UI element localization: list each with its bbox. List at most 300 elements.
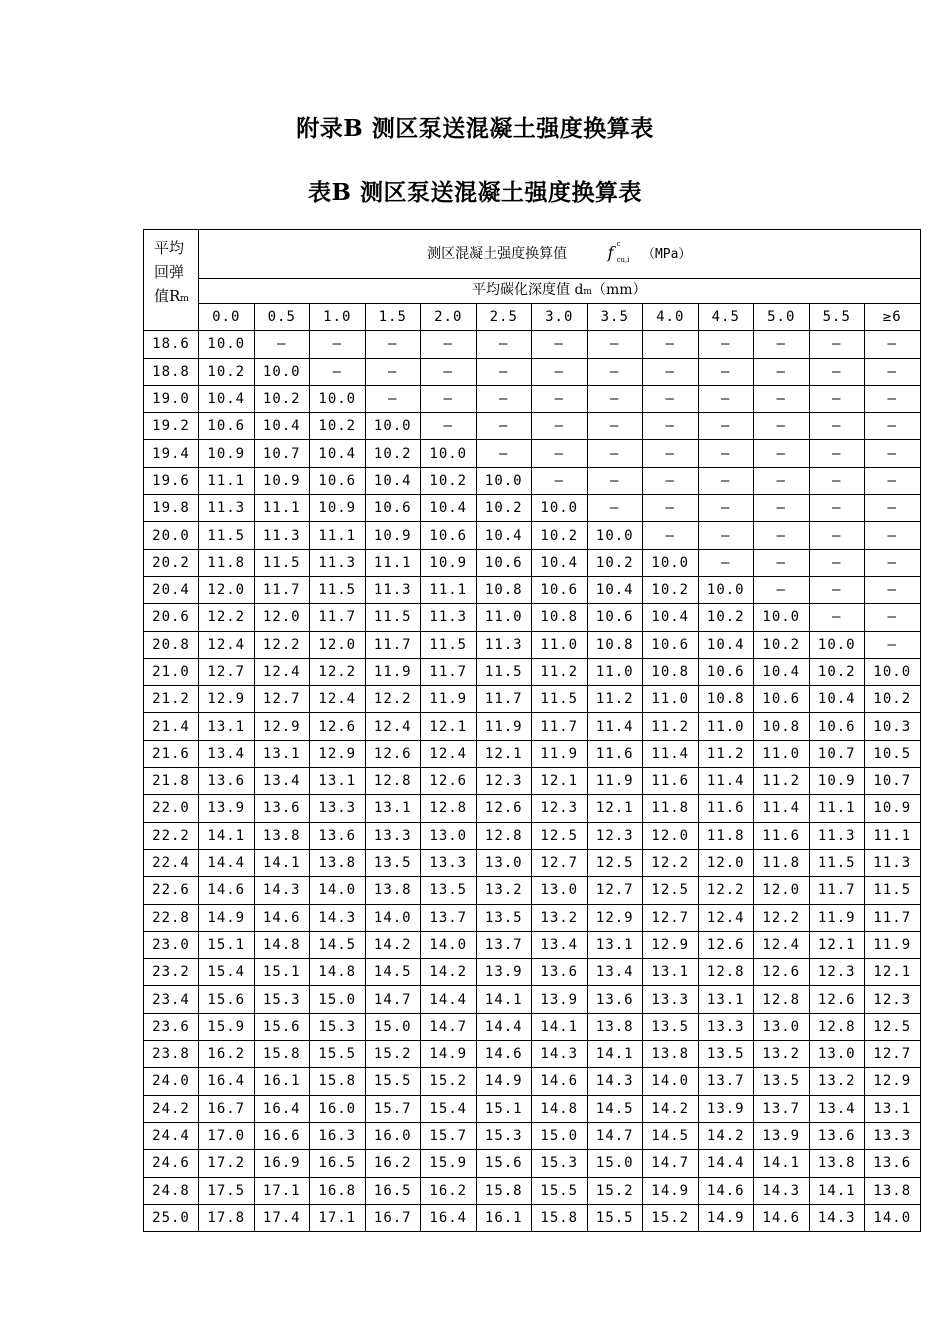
strength-value-cell: 10.5 [865, 740, 921, 767]
rebound-value-cell: 20.6 [144, 604, 199, 631]
strength-value-cell: — [643, 331, 699, 358]
strength-value-cell: 11.0 [587, 658, 643, 685]
strength-symbol-sub: cu,i [616, 256, 630, 264]
strength-value-cell: 16.2 [421, 1177, 477, 1204]
strength-value-cell: 15.8 [254, 1041, 310, 1068]
table-row [144, 440, 921, 467]
strength-value-cell: 14.8 [254, 931, 310, 958]
strength-value-cell: 12.3 [865, 986, 921, 1013]
strength-value-cell: 14.6 [476, 1041, 532, 1068]
rebound-value-cell: 19.8 [144, 495, 199, 522]
strength-value-cell: 15.3 [254, 986, 310, 1013]
table-row [144, 358, 921, 385]
table-row [144, 1177, 921, 1204]
strength-value-cell: 13.6 [809, 1122, 865, 1149]
table-row [144, 1013, 921, 1040]
strength-value-cell: 11.7 [865, 904, 921, 931]
strength-value-cell: 10.4 [365, 467, 421, 494]
strength-value-cell: 12.2 [643, 849, 699, 876]
strength-value-cell: 14.5 [587, 1095, 643, 1122]
strength-value-cell: 15.1 [254, 959, 310, 986]
strength-value-cell: 13.4 [587, 959, 643, 986]
strength-value-cell: — [254, 331, 310, 358]
table-row [144, 686, 921, 713]
strength-value-cell: 12.6 [310, 713, 366, 740]
table-row [144, 467, 921, 494]
table-row [144, 658, 921, 685]
strength-value-cell: 12.8 [365, 768, 421, 795]
strength-value-cell: 11.2 [587, 686, 643, 713]
strength-value-cell: 17.1 [254, 1177, 310, 1204]
strength-value-cell: 10.4 [199, 385, 255, 412]
strength-value-cell: 11.7 [421, 658, 477, 685]
strength-value-cell: 15.0 [365, 1013, 421, 1040]
strength-value-cell: 14.1 [754, 1150, 810, 1177]
strength-value-cell: 14.3 [254, 877, 310, 904]
strength-value-cell: 12.3 [476, 768, 532, 795]
strength-value-cell: — [532, 467, 588, 494]
strength-value-cell: — [532, 358, 588, 385]
strength-value-cell: — [754, 413, 810, 440]
strength-value-cell: 14.8 [310, 959, 366, 986]
strength-value-cell: — [754, 331, 810, 358]
strength-value-cell: 13.4 [532, 931, 588, 958]
strength-value-cell: — [754, 467, 810, 494]
strength-value-cell: 17.5 [199, 1177, 255, 1204]
table-row [144, 331, 921, 358]
strength-value-cell: 10.0 [865, 658, 921, 685]
rebound-value-cell: 18.6 [144, 331, 199, 358]
strength-value-cell: 11.3 [476, 631, 532, 658]
strength-value-cell: — [421, 413, 477, 440]
strength-value-cell: 13.1 [587, 931, 643, 958]
strength-value-cell: 12.1 [809, 931, 865, 958]
depth-header-cell: 5.0 [754, 304, 810, 331]
strength-value-cell: — [754, 495, 810, 522]
strength-value-cell: 12.5 [643, 877, 699, 904]
strength-value-cell: 10.2 [643, 576, 699, 603]
strength-value-cell: 13.5 [365, 849, 421, 876]
strength-value-cell: 16.5 [365, 1177, 421, 1204]
strength-value-cell: 13.8 [254, 822, 310, 849]
table-row [144, 604, 921, 631]
strength-value-cell: 14.1 [809, 1177, 865, 1204]
rebound-value-cell: 22.6 [144, 877, 199, 904]
strength-value-cell: 13.0 [809, 1041, 865, 1068]
depth-header-cell: 0.5 [254, 304, 310, 331]
strength-value-cell: 11.1 [310, 522, 366, 549]
strength-value-cell: 14.7 [587, 1122, 643, 1149]
strength-value-cell: 11.0 [643, 686, 699, 713]
strength-value-cell: 10.9 [365, 522, 421, 549]
row-label-line-2: 回弹 [154, 263, 185, 281]
strength-value-cell: 12.3 [587, 822, 643, 849]
strength-value-cell: 10.6 [809, 713, 865, 740]
strength-symbol-f: f [607, 243, 614, 262]
strength-value-cell: 11.0 [754, 740, 810, 767]
rebound-value-cell: 22.2 [144, 822, 199, 849]
strength-value-cell: 15.1 [476, 1095, 532, 1122]
strength-value-cell: 10.2 [809, 658, 865, 685]
strength-value-cell: 12.6 [809, 986, 865, 1013]
strength-value-cell: — [809, 604, 865, 631]
strength-value-cell: 13.9 [698, 1095, 754, 1122]
strength-value-cell: 11.1 [421, 576, 477, 603]
strength-value-cell: 14.4 [199, 849, 255, 876]
table-row [144, 1122, 921, 1149]
strength-value-cell: — [865, 631, 921, 658]
strength-value-cell: 11.8 [199, 549, 255, 576]
strength-value-cell: 13.5 [643, 1013, 699, 1040]
strength-value-cell: 10.2 [532, 522, 588, 549]
strength-value-cell: 11.1 [809, 795, 865, 822]
strength-value-cell: 11.5 [532, 686, 588, 713]
strength-value-cell: — [476, 413, 532, 440]
strength-value-cell: — [587, 495, 643, 522]
strength-value-cell: 12.9 [865, 1068, 921, 1095]
strength-value-cell: 10.9 [809, 768, 865, 795]
table-body [144, 230, 921, 1232]
strength-value-cell: 10.3 [865, 713, 921, 740]
strength-value-cell: — [865, 522, 921, 549]
table-title: 表B 测区泵送混凝土强度换算表 [308, 179, 642, 206]
strength-value-cell: — [754, 522, 810, 549]
strength-value-cell: 12.7 [199, 658, 255, 685]
table-row [144, 1204, 921, 1231]
strength-value-cell: 16.8 [310, 1177, 366, 1204]
strength-value-cell: 13.5 [421, 877, 477, 904]
strength-value-cell: 14.9 [698, 1204, 754, 1231]
strength-value-cell: — [421, 385, 477, 412]
strength-value-cell: 11.5 [421, 631, 477, 658]
strength-value-cell: 10.4 [532, 549, 588, 576]
depth-header-cell: 3.0 [532, 304, 588, 331]
strength-value-cell: 10.8 [698, 686, 754, 713]
table-row [144, 768, 921, 795]
strength-value-cell: 14.3 [310, 904, 366, 931]
strength-value-cell: 15.2 [365, 1041, 421, 1068]
carbonation-unit: （mm） [591, 282, 647, 298]
strength-value-cell: 16.3 [310, 1122, 366, 1149]
strength-value-cell: 17.1 [310, 1204, 366, 1231]
strength-value-cell: 16.2 [365, 1150, 421, 1177]
strength-value-cell: 14.2 [365, 931, 421, 958]
strength-value-cell: 10.0 [532, 495, 588, 522]
strength-value-cell: 16.7 [365, 1204, 421, 1231]
strength-value-cell: 11.8 [754, 849, 810, 876]
strength-value-cell: 10.4 [643, 604, 699, 631]
strength-value-cell: 13.8 [587, 1013, 643, 1040]
rebound-value-cell: 23.4 [144, 986, 199, 1013]
strength-value-cell: — [421, 358, 477, 385]
strength-value-cell: 13.5 [476, 904, 532, 931]
strength-value-cell: 10.2 [865, 686, 921, 713]
strength-value-cell: — [865, 495, 921, 522]
header-row-strength [144, 230, 921, 279]
strength-value-cell: 13.4 [254, 768, 310, 795]
strength-value-cell: 11.6 [754, 822, 810, 849]
strength-value-cell: 10.9 [310, 495, 366, 522]
strength-value-cell: 13.1 [254, 740, 310, 767]
strength-value-cell: 10.0 [199, 331, 255, 358]
strength-value-cell: — [865, 576, 921, 603]
strength-value-cell: 13.6 [865, 1150, 921, 1177]
strength-value-cell: 16.4 [421, 1204, 477, 1231]
strength-value-cell: 13.8 [365, 877, 421, 904]
strength-value-cell: 12.1 [532, 768, 588, 795]
rebound-value-cell: 24.2 [144, 1095, 199, 1122]
strength-value-cell: — [476, 331, 532, 358]
strength-value-cell: 13.2 [809, 1068, 865, 1095]
table-row [144, 495, 921, 522]
rebound-value-cell: 20.8 [144, 631, 199, 658]
rebound-value-cell: 24.8 [144, 1177, 199, 1204]
depth-header-cell: 1.5 [365, 304, 421, 331]
strength-value-cell: 10.0 [643, 549, 699, 576]
strength-value-cell: — [809, 549, 865, 576]
table-row [144, 631, 921, 658]
strength-value-cell: 14.7 [421, 1013, 477, 1040]
strength-value-cell: 10.0 [587, 522, 643, 549]
strength-value-cell: 14.3 [809, 1204, 865, 1231]
rebound-value-cell: 20.4 [144, 576, 199, 603]
strength-value-cell: 13.1 [698, 986, 754, 1013]
strength-value-cell: — [365, 331, 421, 358]
strength-value-cell: 11.9 [532, 740, 588, 767]
strength-value-cell: — [476, 440, 532, 467]
strength-value-cell: 14.0 [310, 877, 366, 904]
strength-value-cell: 12.4 [254, 658, 310, 685]
strength-value-cell: 11.0 [698, 713, 754, 740]
strength-value-cell: 13.4 [809, 1095, 865, 1122]
strength-value-cell: 14.1 [199, 822, 255, 849]
strength-value-cell: 11.0 [532, 631, 588, 658]
strength-value-cell: 12.5 [587, 849, 643, 876]
row-label-subscript: m [180, 294, 189, 304]
depth-header-cell: 4.0 [643, 304, 699, 331]
rebound-value-cell: 19.0 [144, 385, 199, 412]
depth-header-cell: 2.0 [421, 304, 477, 331]
strength-value-cell: 13.1 [365, 795, 421, 822]
strength-value-cell: 12.6 [421, 768, 477, 795]
strength-value-cell: — [643, 495, 699, 522]
table-row [144, 740, 921, 767]
strength-value-cell: 16.2 [199, 1041, 255, 1068]
strength-value-cell: 10.2 [476, 495, 532, 522]
strength-value-cell: 10.4 [254, 413, 310, 440]
strength-value-cell: 10.6 [698, 658, 754, 685]
strength-value-cell: 10.9 [421, 549, 477, 576]
strength-value-cell: 16.9 [254, 1150, 310, 1177]
strength-value-cell: 12.7 [532, 849, 588, 876]
table-row [144, 904, 921, 931]
strength-value-cell: 11.2 [698, 740, 754, 767]
depth-header-cell: 4.5 [698, 304, 754, 331]
strength-value-cell: 15.5 [310, 1041, 366, 1068]
strength-value-cell: 17.4 [254, 1204, 310, 1231]
strength-value-cell: — [587, 331, 643, 358]
strength-value-cell: 14.8 [532, 1095, 588, 1122]
strength-conversion-table [143, 229, 921, 1232]
strength-value-cell: — [698, 495, 754, 522]
rebound-value-cell: 22.8 [144, 904, 199, 931]
strength-value-cell: — [809, 413, 865, 440]
strength-value-cell: — [754, 385, 810, 412]
rebound-value-cell: 23.0 [144, 931, 199, 958]
strength-value-cell: 10.4 [698, 631, 754, 658]
strength-value-cell: 11.4 [587, 713, 643, 740]
strength-value-cell: 13.9 [754, 1122, 810, 1149]
table-row [144, 959, 921, 986]
strength-value-cell: 14.9 [476, 1068, 532, 1095]
strength-value-cell: — [643, 385, 699, 412]
strength-value-cell: 15.5 [587, 1204, 643, 1231]
table-row [144, 822, 921, 849]
strength-value-cell: 13.3 [310, 795, 366, 822]
strength-value-cell: 10.0 [421, 440, 477, 467]
strength-value-cell: 14.4 [421, 986, 477, 1013]
strength-value-cell: 15.6 [476, 1150, 532, 1177]
strength-value-cell: 13.8 [310, 849, 366, 876]
strength-value-cell: 15.4 [199, 959, 255, 986]
strength-value-cell: 13.3 [421, 849, 477, 876]
rebound-value-header [144, 230, 199, 331]
strength-value-cell: 10.8 [532, 604, 588, 631]
strength-value-cell: 10.6 [310, 467, 366, 494]
strength-value-cell: 16.5 [310, 1150, 366, 1177]
strength-value-cell: 15.9 [421, 1150, 477, 1177]
strength-value-cell: 10.8 [754, 713, 810, 740]
strength-value-cell: 12.4 [698, 904, 754, 931]
rebound-value-cell: 19.6 [144, 467, 199, 494]
strength-value-cell: 12.2 [698, 877, 754, 904]
strength-value-cell: 12.2 [199, 604, 255, 631]
strength-value-cell: 15.5 [365, 1068, 421, 1095]
strength-value-cell: 14.0 [365, 904, 421, 931]
strength-value-cell: 13.9 [199, 795, 255, 822]
strength-value-cell: 14.3 [532, 1041, 588, 1068]
strength-value-cell: 14.9 [421, 1041, 477, 1068]
strength-value-cell: 11.9 [587, 768, 643, 795]
strength-value-cell: 12.1 [476, 740, 532, 767]
strength-value-cell: 14.5 [643, 1122, 699, 1149]
depth-header-cell: 5.5 [809, 304, 865, 331]
carbonation-subscript: m [583, 287, 592, 297]
strength-value-cell: — [587, 358, 643, 385]
rebound-value-cell: 22.4 [144, 849, 199, 876]
strength-value-cell: 13.3 [865, 1122, 921, 1149]
strength-value-cell: 16.7 [199, 1095, 255, 1122]
strength-value-cell: 15.5 [532, 1177, 588, 1204]
strength-value-cell: 11.7 [532, 713, 588, 740]
strength-value-cell: 12.7 [587, 877, 643, 904]
strength-value-cell: 17.8 [199, 1204, 255, 1231]
strength-value-cell: — [532, 413, 588, 440]
strength-value-cell: 10.2 [754, 631, 810, 658]
strength-value-cell: 10.2 [587, 549, 643, 576]
strength-value-cell: 12.7 [865, 1041, 921, 1068]
strength-value-cell: 15.7 [365, 1095, 421, 1122]
depth-header-cell: ≥6 [865, 304, 921, 331]
strength-value-cell: 10.4 [587, 576, 643, 603]
strength-value-cell: 14.4 [698, 1150, 754, 1177]
strength-value-cell: — [476, 358, 532, 385]
strength-unit: （MPa） [641, 247, 692, 262]
strength-value-cell: 10.0 [310, 385, 366, 412]
depth-header-cell: 0.0 [199, 304, 255, 331]
strength-value-cell: 12.1 [421, 713, 477, 740]
strength-value-cell: 10.7 [809, 740, 865, 767]
strength-value-cell: 15.3 [532, 1150, 588, 1177]
strength-value-cell: 12.4 [754, 931, 810, 958]
strength-value-cell: 12.8 [754, 986, 810, 1013]
table-row [144, 713, 921, 740]
strength-value-cell: 10.0 [754, 604, 810, 631]
strength-value-cell: 10.9 [199, 440, 255, 467]
strength-value-cell: 12.9 [254, 713, 310, 740]
strength-value-cell: 13.3 [698, 1013, 754, 1040]
table-row [144, 1068, 921, 1095]
strength-value-cell: 11.0 [476, 604, 532, 631]
rebound-value-cell: 21.8 [144, 768, 199, 795]
header-row-depths [144, 304, 921, 331]
strength-value-cell: 12.0 [254, 604, 310, 631]
strength-value-cell: 11.9 [809, 904, 865, 931]
strength-value-cell: 15.9 [199, 1013, 255, 1040]
strength-value-cell: 10.2 [421, 467, 477, 494]
strength-value-cell: — [809, 331, 865, 358]
strength-value-cell: 10.0 [809, 631, 865, 658]
strength-value-cell: 11.5 [254, 549, 310, 576]
strength-value-cell: — [643, 467, 699, 494]
strength-value-cell: 14.2 [421, 959, 477, 986]
strength-value-cell: 11.3 [310, 549, 366, 576]
strength-value-cell: 11.9 [476, 713, 532, 740]
strength-value-cell: 13.0 [532, 877, 588, 904]
strength-value-cell: 11.8 [698, 822, 754, 849]
strength-value-cell: 10.6 [476, 549, 532, 576]
strength-value-cell: 16.1 [476, 1204, 532, 1231]
strength-value-cell: — [698, 385, 754, 412]
strength-value-cell: 13.2 [476, 877, 532, 904]
strength-value-cell: 10.4 [421, 495, 477, 522]
strength-value-cell: 10.2 [199, 358, 255, 385]
strength-value-cell: 12.6 [698, 931, 754, 958]
strength-value-cell: 13.6 [532, 959, 588, 986]
strength-value-cell: 11.4 [643, 740, 699, 767]
strength-value-cell: — [587, 413, 643, 440]
strength-value-cell: 12.8 [809, 1013, 865, 1040]
strength-value-cell: 12.2 [310, 658, 366, 685]
strength-value-cell: — [643, 522, 699, 549]
strength-value-cell: 14.0 [421, 931, 477, 958]
strength-value-cell: 14.1 [532, 1013, 588, 1040]
strength-value-cell: 14.4 [476, 1013, 532, 1040]
strength-value-cell: 10.7 [254, 440, 310, 467]
strength-value-cell: 12.8 [698, 959, 754, 986]
strength-value-cell: 13.7 [421, 904, 477, 931]
table-row [144, 1041, 921, 1068]
depth-header-cell: 3.5 [587, 304, 643, 331]
strength-value-cell: 11.9 [365, 658, 421, 685]
carbonation-header [199, 279, 921, 304]
strength-value-cell: — [698, 549, 754, 576]
strength-value-cell: 10.2 [698, 604, 754, 631]
strength-label: 测区混凝土强度换算值 [427, 246, 568, 262]
strength-value-cell: — [532, 385, 588, 412]
table-row [144, 931, 921, 958]
row-label-line-1: 平均 [154, 239, 185, 257]
